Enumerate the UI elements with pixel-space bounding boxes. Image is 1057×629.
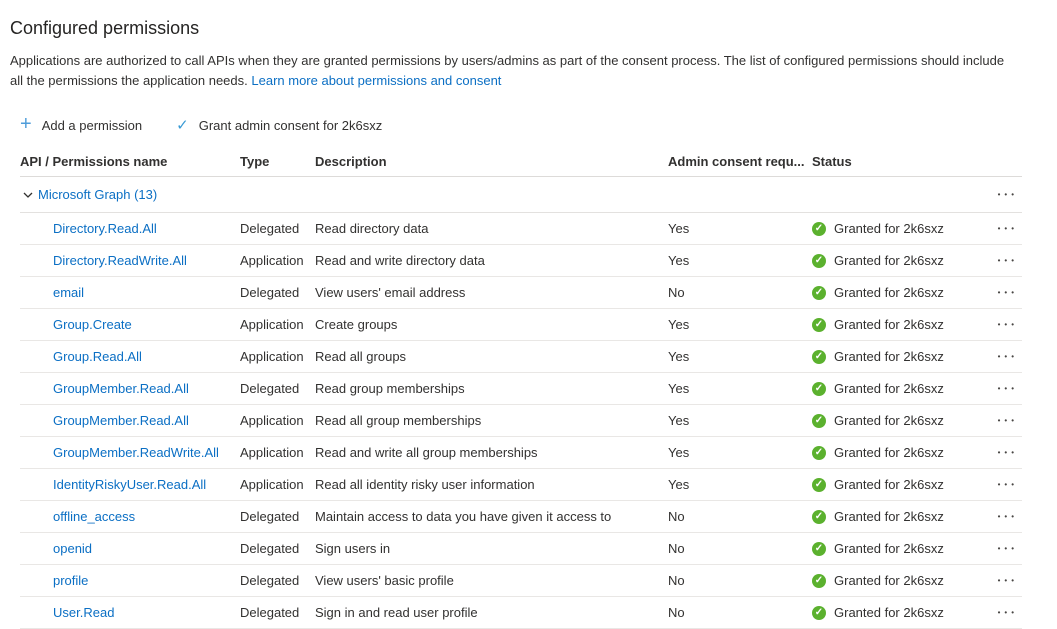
- row-more-options-button[interactable]: •••: [997, 319, 1018, 329]
- row-more-options-button[interactable]: •••: [997, 415, 1018, 425]
- admin-consent-required-value: Yes: [668, 221, 690, 237]
- permission-name-link[interactable]: User.Read: [53, 605, 115, 621]
- permission-name-link[interactable]: email: [53, 285, 85, 301]
- table-row: [20, 565, 1022, 597]
- status-badge: [812, 413, 977, 428]
- admin-consent-required-value: No: [668, 541, 685, 557]
- admin-consent-required-value: Yes: [668, 413, 690, 429]
- admin-consent-required-value: Yes: [668, 253, 690, 269]
- header-type: Type: [240, 154, 270, 170]
- status-text: Granted for 2k6sxz: [834, 349, 944, 365]
- permission-type: Application: [240, 413, 304, 429]
- status-text: Granted for 2k6sxz: [834, 573, 944, 589]
- permission-description: View users' basic profile: [315, 573, 454, 589]
- row-more-options-button[interactable]: •••: [997, 511, 1018, 521]
- granted-check-icon: ✓: [812, 606, 826, 620]
- status-badge: [812, 509, 977, 524]
- permission-name-link[interactable]: profile: [53, 573, 89, 589]
- status-badge: [812, 445, 977, 460]
- permission-type: Delegated: [240, 509, 300, 525]
- table-row: [20, 533, 1022, 565]
- table-header-row: [20, 149, 1022, 177]
- permission-description: Sign users in: [315, 541, 391, 557]
- table-row: [20, 245, 1022, 277]
- permissions-table: [20, 149, 1022, 629]
- status-text: Granted for 2k6sxz: [834, 381, 944, 397]
- status-text: Granted for 2k6sxz: [834, 221, 944, 237]
- table-row: [20, 501, 1022, 533]
- checkmark-icon: ✓: [176, 116, 189, 134]
- table-row: [20, 373, 1022, 405]
- section-description: [10, 51, 1010, 91]
- permission-description: Sign in and read user profile: [315, 605, 478, 621]
- admin-consent-required-value: Yes: [668, 349, 690, 365]
- status-badge: [812, 253, 977, 268]
- table-row: [20, 213, 1022, 245]
- admin-consent-required-value: Yes: [668, 381, 690, 397]
- table-row: [20, 405, 1022, 437]
- plus-icon: +: [20, 113, 32, 136]
- status-text: Granted for 2k6sxz: [834, 413, 944, 429]
- permission-type: Delegated: [240, 221, 300, 237]
- row-more-options-button[interactable]: •••: [997, 447, 1018, 457]
- status-text: Granted for 2k6sxz: [834, 541, 944, 557]
- permission-description: Create groups: [315, 317, 398, 333]
- chevron-down-icon: [22, 189, 34, 201]
- status-text: Granted for 2k6sxz: [834, 605, 944, 621]
- admin-consent-required-value: No: [668, 573, 685, 589]
- status-text: Granted for 2k6sxz: [834, 509, 944, 525]
- permission-name-link[interactable]: Group.Read.All: [53, 349, 142, 365]
- command-bar: [20, 115, 1047, 135]
- permission-name-link[interactable]: Directory.Read.All: [53, 221, 157, 237]
- permission-description: Read all group memberships: [315, 413, 482, 429]
- permission-name-link[interactable]: offline_access: [53, 509, 136, 525]
- admin-consent-required-value: No: [668, 509, 685, 525]
- permission-type: Application: [240, 477, 304, 493]
- table-row: [20, 309, 1022, 341]
- granted-check-icon: ✓: [812, 478, 826, 492]
- granted-check-icon: ✓: [812, 222, 826, 236]
- permission-name-link[interactable]: Group.Create: [53, 317, 132, 333]
- row-more-options-button[interactable]: •••: [997, 607, 1018, 617]
- learn-more-link[interactable]: Learn more about permissions and consent: [251, 73, 502, 89]
- granted-check-icon: ✓: [812, 414, 826, 428]
- api-group-row: [20, 177, 1022, 213]
- permission-name-link[interactable]: GroupMember.ReadWrite.All: [53, 445, 219, 461]
- status-badge: [812, 349, 977, 364]
- header-api-permissions-name: API / Permissions name: [20, 154, 168, 170]
- status-badge: [812, 317, 977, 332]
- granted-check-icon: ✓: [812, 382, 826, 396]
- permission-description: Read group memberships: [315, 381, 465, 397]
- permission-description: Read directory data: [315, 221, 429, 237]
- header-description: Description: [315, 154, 387, 170]
- permission-description: Read all groups: [315, 349, 407, 365]
- grant-admin-consent-button[interactable]: [176, 118, 382, 133]
- permission-type: Application: [240, 253, 304, 269]
- table-row: [20, 277, 1022, 309]
- row-more-options-button[interactable]: •••: [997, 255, 1018, 265]
- permission-name-link[interactable]: IdentityRiskyUser.Read.All: [53, 477, 207, 493]
- granted-check-icon: ✓: [812, 446, 826, 460]
- granted-check-icon: ✓: [812, 254, 826, 268]
- permission-type: Application: [240, 349, 304, 365]
- status-text: Granted for 2k6sxz: [834, 253, 944, 269]
- granted-check-icon: ✓: [812, 574, 826, 588]
- admin-consent-required-value: No: [668, 605, 685, 621]
- permission-name-link[interactable]: GroupMember.Read.All: [53, 413, 189, 429]
- status-text: Granted for 2k6sxz: [834, 445, 944, 461]
- granted-check-icon: ✓: [812, 542, 826, 556]
- status-badge: [812, 605, 977, 620]
- description-text: Applications are authorized to call APIs when they are granted permissions by users/admins as part of the consent process. The list of configured permissions should include all the permissions the application needs.: [10, 53, 1005, 89]
- permission-type: Delegated: [240, 285, 300, 301]
- permission-name-link[interactable]: Directory.ReadWrite.All: [53, 253, 187, 269]
- granted-check-icon: ✓: [812, 350, 826, 364]
- granted-check-icon: ✓: [812, 318, 826, 332]
- row-more-options-button[interactable]: •••: [997, 287, 1018, 297]
- status-badge: [812, 573, 977, 588]
- permission-type: Delegated: [240, 381, 300, 397]
- row-more-options-button[interactable]: •••: [997, 351, 1018, 361]
- table-row: [20, 597, 1022, 629]
- permission-description: Maintain access to data you have given it access to: [315, 509, 612, 525]
- page-title: Configured permissions: [10, 18, 200, 38]
- admin-consent-required-value: No: [668, 285, 685, 301]
- table-row: [20, 437, 1022, 469]
- status-text: Granted for 2k6sxz: [834, 317, 944, 333]
- api-group-link[interactable]: Microsoft Graph (13): [38, 187, 158, 203]
- admin-consent-required-value: Yes: [668, 445, 690, 461]
- add-permission-button[interactable]: [20, 115, 142, 135]
- permission-name-link[interactable]: openid: [53, 541, 93, 557]
- api-group-toggle[interactable]: [20, 187, 157, 202]
- permission-type: Delegated: [240, 541, 300, 557]
- permission-type: Delegated: [240, 573, 300, 589]
- table-row: [20, 469, 1022, 501]
- permission-description: Read and write all group memberships: [315, 445, 538, 461]
- table-row: [20, 341, 1022, 373]
- status-text: Granted for 2k6sxz: [834, 477, 944, 493]
- header-status: Status: [812, 154, 852, 170]
- permission-type: Application: [240, 445, 304, 461]
- group-more-options-button[interactable]: •••: [997, 189, 1018, 199]
- status-badge: [812, 381, 977, 396]
- row-more-options-button[interactable]: •••: [997, 543, 1018, 553]
- row-more-options-button[interactable]: •••: [997, 223, 1018, 233]
- permission-type: Delegated: [240, 605, 300, 621]
- granted-check-icon: ✓: [812, 510, 826, 524]
- row-more-options-button[interactable]: •••: [997, 575, 1018, 585]
- add-permission-label: Add a permission: [41, 117, 143, 133]
- permission-description: Read all identity risky user information: [315, 477, 535, 493]
- status-badge: [812, 477, 977, 492]
- status-badge: [812, 221, 977, 236]
- permission-description: View users' email address: [315, 285, 466, 301]
- permission-type: Application: [240, 317, 304, 333]
- admin-consent-required-value: Yes: [668, 477, 690, 493]
- admin-consent-required-value: Yes: [668, 317, 690, 333]
- permission-name-link[interactable]: GroupMember.Read.All: [53, 381, 189, 397]
- row-more-options-button[interactable]: •••: [997, 479, 1018, 489]
- row-more-options-button[interactable]: •••: [997, 383, 1018, 393]
- grant-admin-consent-label: Grant admin consent for 2k6sxz: [198, 117, 383, 133]
- permission-description: Read and write directory data: [315, 253, 485, 269]
- table-body: [20, 213, 1022, 629]
- status-badge: [812, 541, 977, 556]
- header-admin-consent-required: Admin consent requ...: [668, 154, 805, 170]
- granted-check-icon: ✓: [812, 286, 826, 300]
- status-text: Granted for 2k6sxz: [834, 285, 944, 301]
- status-badge: [812, 285, 977, 300]
